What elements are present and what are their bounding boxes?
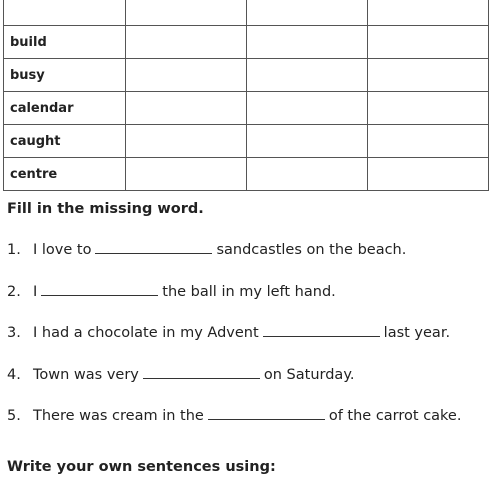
- answer-blank[interactable]: [41, 282, 158, 296]
- table-cell[interactable]: [247, 59, 368, 92]
- table-row: [4, 125, 489, 158]
- table-row: [4, 59, 489, 92]
- table-cell[interactable]: [126, 26, 247, 59]
- spelling-word: busy: [4, 59, 126, 92]
- list-item: [7, 282, 461, 324]
- sentence-start: Town was very: [33, 366, 139, 383]
- table-cell[interactable]: [247, 92, 368, 125]
- item-number: 2.: [7, 283, 21, 300]
- table-row: [4, 92, 489, 125]
- table-cell[interactable]: [247, 125, 368, 158]
- table-cell[interactable]: [368, 0, 489, 26]
- answer-blank[interactable]: [263, 323, 380, 337]
- table-cell[interactable]: [126, 125, 247, 158]
- table-cell: [4, 0, 126, 26]
- table-row: [4, 26, 489, 59]
- spelling-word: build: [4, 26, 126, 59]
- item-number: 1.: [7, 242, 21, 258]
- table-cell[interactable]: [368, 92, 489, 125]
- own-sentences-heading: Write your own sentences using:: [7, 459, 276, 475]
- fill-in-list: [7, 240, 461, 448]
- list-item: [7, 406, 461, 448]
- spelling-word: caught: [4, 125, 126, 158]
- spelling-table: [3, 0, 489, 191]
- answer-blank[interactable]: [95, 240, 212, 254]
- table-cell[interactable]: [126, 59, 247, 92]
- sentence-end: on Saturday.: [263, 366, 355, 383]
- table-cell[interactable]: [368, 59, 489, 92]
- table-cell[interactable]: [368, 158, 489, 191]
- answer-blank[interactable]: [143, 365, 260, 379]
- sentence-start: I: [33, 283, 38, 300]
- sentence-end: last year.: [383, 325, 451, 341]
- table-cell[interactable]: [126, 0, 247, 26]
- table-cell[interactable]: [247, 26, 368, 59]
- list-item: [7, 365, 461, 407]
- spelling-word: centre: [4, 158, 126, 191]
- fill-in-heading: Fill in the missing word.: [7, 201, 204, 217]
- sentence-start: I had a chocolate in my Advent: [33, 325, 259, 341]
- sentence-end: the ball in my left hand.: [162, 283, 336, 300]
- table-cell[interactable]: [126, 158, 247, 191]
- table-cell[interactable]: [247, 0, 368, 26]
- sentence-start: There was cream in the: [33, 408, 204, 424]
- answer-blank[interactable]: [208, 406, 325, 420]
- list-item: [7, 240, 461, 282]
- item-number: 5.: [7, 408, 21, 424]
- table-row: [4, 0, 489, 26]
- item-number: 4.: [7, 366, 21, 383]
- table-row: [4, 158, 489, 191]
- table-cell[interactable]: [368, 125, 489, 158]
- spelling-word: calendar: [4, 92, 126, 125]
- sentence-end: of the carrot cake.: [328, 408, 462, 424]
- item-number: 3.: [7, 325, 21, 341]
- sentence-start: I love to: [33, 242, 92, 258]
- list-item: [7, 323, 461, 365]
- sentence-end: sandcastles on the beach.: [216, 242, 407, 258]
- table-cell[interactable]: [247, 158, 368, 191]
- table-cell[interactable]: [126, 92, 247, 125]
- table-cell[interactable]: [368, 26, 489, 59]
